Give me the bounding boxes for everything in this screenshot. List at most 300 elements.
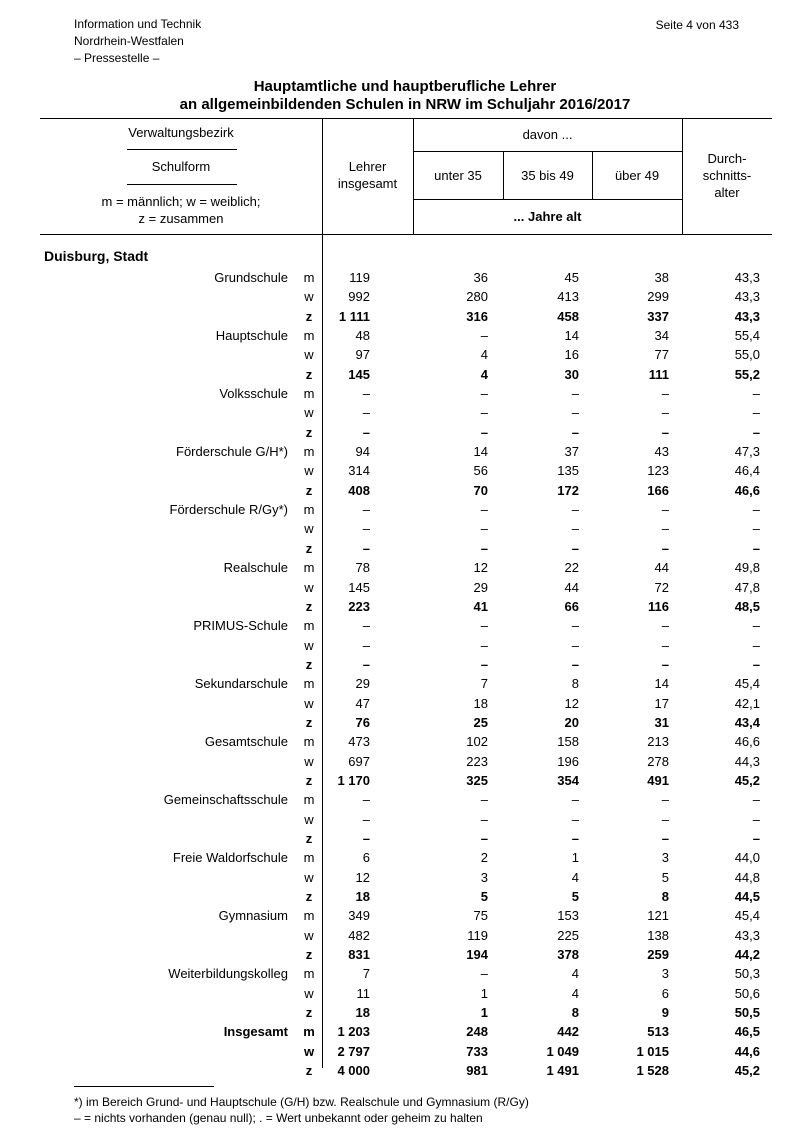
value-durchschnittsalter: 43,3 (734, 270, 760, 285)
value-unter-35: – (480, 830, 488, 846)
head-lehrer-insgesamt (322, 158, 413, 192)
value-ueber-49: 8 (661, 889, 669, 904)
value-35-bis-49: 1 491 (546, 1063, 579, 1079)
value-insgesamt: 314 (348, 463, 370, 479)
table-row (0, 1003, 810, 1022)
value-insgesamt: 1 170 (337, 772, 370, 788)
row-sex: m (303, 792, 315, 808)
table-row (0, 984, 810, 1003)
value-unter-35: 36 (473, 270, 488, 285)
row-sex: w (304, 463, 314, 479)
value-insgesamt: 47 (355, 695, 370, 711)
row-label: Gesamtschule (204, 734, 288, 750)
value-insgesamt: 1 111 (338, 308, 370, 324)
value-ueber-49: 138 (647, 927, 669, 943)
table-row (0, 926, 810, 945)
value-ueber-49: – (661, 405, 669, 421)
age-unit-rule (413, 199, 682, 200)
value-durchschnittsalter: – (752, 830, 760, 846)
head-short-rule (127, 149, 237, 150)
value-ueber-49: 3 (661, 850, 669, 866)
value-ueber-49: 513 (647, 1024, 669, 1040)
table-row (0, 461, 810, 480)
value-durchschnittsalter: – (752, 656, 760, 672)
row-sex: z (305, 947, 313, 963)
value-ueber-49: 72 (654, 579, 669, 595)
value-durchschnittsalter: 42,1 (734, 695, 760, 711)
value-durchschnittsalter: 46,5 (734, 1024, 760, 1040)
table-row (0, 500, 810, 519)
value-35-bis-49: 458 (557, 308, 579, 324)
table-row (0, 287, 810, 306)
row-sex: z (305, 656, 313, 672)
row-sex: w (304, 405, 314, 421)
value-unter-35: 223 (466, 753, 488, 769)
head-verwaltungsbezirk: Verwaltungsbezirk (128, 125, 234, 140)
publisher-line: – Pressestelle – (74, 51, 160, 65)
row-label: Weiterbildungskolleg (168, 966, 288, 982)
table-body (0, 268, 810, 1080)
row-label: Gemeinschaftsschule (163, 792, 288, 808)
value-durchschnittsalter: 45,2 (734, 1063, 760, 1079)
value-ueber-49: 213 (647, 734, 669, 750)
value-35-bis-49: – (571, 540, 579, 556)
value-unter-35: 733 (466, 1043, 488, 1059)
row-sex: w (304, 869, 314, 885)
table-row (0, 345, 810, 364)
row-sex: w (304, 521, 314, 537)
publisher-line: Information und Technik (74, 17, 202, 31)
row-sex: w (304, 985, 314, 1001)
table-row (0, 771, 810, 790)
head-legend-line: z = zusammen (138, 211, 224, 226)
row-label: Förderschule G/H*) (176, 444, 288, 460)
value-35-bis-49: 14 (564, 328, 579, 344)
value-35-bis-49: 20 (564, 714, 579, 730)
table-row (0, 597, 810, 616)
table-row (0, 732, 810, 751)
value-insgesamt: 94 (355, 444, 370, 460)
table-row (0, 752, 810, 771)
table-row (0, 268, 810, 287)
row-sex: m (303, 502, 315, 518)
head-legend-line: m = männlich; w = weiblich; (101, 194, 261, 209)
value-unter-35: 29 (473, 579, 488, 595)
value-35-bis-49: 4 (571, 966, 579, 982)
value-35-bis-49: 37 (564, 444, 579, 460)
value-35-bis-49: – (571, 424, 579, 440)
row-sex: z (305, 830, 313, 846)
head-avg-line: schnitts- (702, 168, 752, 183)
table-row (0, 790, 810, 809)
row-label: Volksschule (219, 386, 288, 402)
value-unter-35: 75 (473, 908, 488, 924)
row-sex: w (304, 637, 314, 653)
table-row (0, 481, 810, 500)
value-durchschnittsalter: 45,2 (734, 772, 760, 788)
value-unter-35: 14 (473, 444, 488, 460)
head-legend (40, 193, 322, 227)
head-avg-line: Durch- (707, 151, 747, 166)
value-35-bis-49: 44 (564, 579, 579, 595)
table-row (0, 829, 810, 848)
table-row (0, 1022, 810, 1041)
value-unter-35: 18 (473, 695, 488, 711)
value-ueber-49: 5 (661, 869, 669, 885)
value-durchschnittsalter: 47,8 (734, 579, 760, 595)
row-label: Freie Waldorfschule (172, 850, 288, 866)
row-sex: z (305, 714, 313, 730)
value-insgesamt: – (362, 405, 370, 421)
row-sex: w (304, 753, 314, 769)
row-label: Gymnasium (218, 908, 288, 924)
value-ueber-49: 111 (648, 366, 669, 382)
value-insgesamt: 76 (355, 714, 370, 730)
table-row (0, 519, 810, 538)
title-line-2: an allgemeinbildenden Schulen in NRW im Schuljahr 2016/2017 (179, 96, 631, 113)
value-insgesamt: 48 (355, 328, 370, 344)
value-durchschnittsalter: – (752, 502, 760, 518)
value-35-bis-49: – (571, 618, 579, 634)
table-row (0, 307, 810, 326)
table-row (0, 423, 810, 442)
row-label: Insgesamt (223, 1024, 288, 1040)
value-insgesamt: 18 (355, 889, 370, 904)
value-unter-35: – (480, 966, 488, 982)
value-ueber-49: – (661, 502, 669, 518)
row-sex: m (303, 328, 315, 344)
value-unter-35: – (480, 502, 488, 518)
row-sex: w (303, 1043, 315, 1059)
row-sex: m (303, 850, 315, 866)
value-35-bis-49: 158 (557, 734, 579, 750)
row-sex: z (305, 1063, 313, 1079)
value-durchschnittsalter: – (752, 618, 760, 634)
value-insgesamt: 408 (348, 482, 370, 498)
value-durchschnittsalter: 44,6 (734, 1043, 760, 1059)
value-ueber-49: 1 528 (636, 1063, 669, 1079)
value-durchschnittsalter: – (752, 521, 760, 537)
row-sex: z (305, 598, 313, 614)
footnotes (74, 1094, 529, 1126)
value-durchschnittsalter: 55,0 (734, 347, 760, 363)
value-35-bis-49: – (571, 637, 579, 653)
value-durchschnittsalter: 43,4 (734, 714, 760, 730)
value-insgesamt: 473 (348, 734, 370, 750)
value-35-bis-49: – (571, 792, 579, 808)
value-35-bis-49: 16 (564, 347, 579, 363)
value-35-bis-49: – (571, 405, 579, 421)
value-35-bis-49: – (571, 386, 579, 402)
row-sex: w (304, 811, 314, 827)
value-unter-35: 3 (480, 869, 488, 885)
value-durchschnittsalter: – (752, 405, 760, 421)
value-durchschnittsalter: 43,3 (734, 289, 760, 305)
value-insgesamt: 119 (349, 270, 370, 285)
value-35-bis-49: – (571, 811, 579, 827)
value-insgesamt: 18 (355, 1005, 370, 1021)
row-sex: m (303, 966, 315, 982)
footnote-rule (74, 1086, 214, 1087)
row-sex: w (304, 347, 314, 363)
value-durchschnittsalter: 55,4 (734, 328, 760, 344)
head-lehrer-line: Lehrer (348, 159, 387, 174)
value-ueber-49: 116 (648, 598, 669, 614)
value-ueber-49: 6 (661, 985, 669, 1001)
value-35-bis-49: 1 (571, 850, 579, 866)
head-jahre-alt: ... Jahre alt (513, 209, 582, 224)
row-sex: z (305, 308, 313, 324)
value-unter-35: – (480, 540, 488, 556)
value-35-bis-49: 225 (557, 927, 579, 943)
value-insgesamt: 223 (348, 598, 370, 614)
value-durchschnittsalter: 46,4 (734, 463, 760, 479)
value-durchschnittsalter: 44,2 (734, 947, 760, 963)
head-ueber-49: über 49 (614, 168, 660, 183)
value-35-bis-49: 22 (564, 560, 579, 576)
value-insgesamt: 11 (356, 985, 370, 1001)
row-sex: z (305, 1005, 313, 1021)
row-sex: m (303, 386, 315, 402)
value-unter-35: 41 (473, 598, 488, 614)
value-ueber-49: 34 (654, 328, 669, 344)
value-unter-35: – (480, 792, 488, 808)
row-sex: m (303, 908, 315, 924)
value-durchschnittsalter: 45,4 (734, 676, 760, 692)
value-durchschnittsalter: 45,4 (734, 908, 760, 924)
row-label: Realschule (223, 560, 288, 576)
row-label: PRIMUS-Schule (193, 618, 288, 634)
value-ueber-49: 337 (647, 308, 669, 324)
value-insgesamt: – (362, 637, 370, 653)
row-label: Sekundarschule (194, 676, 288, 692)
value-ueber-49: 44 (654, 560, 669, 576)
value-unter-35: 4 (480, 347, 488, 363)
value-unter-35: – (480, 521, 488, 537)
value-durchschnittsalter: 46,6 (734, 734, 760, 750)
page-number: Seite 4 von 433 (655, 18, 739, 32)
value-ueber-49: – (661, 637, 669, 653)
table-row (0, 810, 810, 829)
row-sex: z (305, 540, 313, 556)
value-unter-35: – (480, 618, 488, 634)
value-35-bis-49: 135 (557, 463, 579, 479)
value-ueber-49: 31 (654, 714, 669, 730)
table-top-rule (40, 118, 772, 119)
value-unter-35: 102 (466, 734, 488, 750)
value-insgesamt: 697 (348, 753, 370, 769)
value-insgesamt: – (362, 424, 370, 440)
value-durchschnittsalter: 44,0 (734, 850, 760, 866)
table-row (0, 868, 810, 887)
table-row (0, 964, 810, 983)
value-unter-35: 194 (466, 947, 488, 963)
value-insgesamt: 831 (348, 947, 370, 963)
value-insgesamt: 6 (362, 850, 370, 866)
value-unter-35: 4 (480, 366, 488, 382)
value-unter-35: 56 (473, 463, 488, 479)
value-durchschnittsalter: 44,8 (734, 869, 760, 885)
value-durchschnittsalter: 46,6 (734, 482, 760, 498)
value-35-bis-49: 4 (571, 869, 579, 885)
value-35-bis-49: – (571, 830, 579, 846)
value-35-bis-49: – (571, 521, 579, 537)
head-unter-35: unter 35 (434, 168, 482, 183)
value-insgesamt: 992 (348, 289, 370, 305)
value-durchschnittsalter: – (752, 792, 760, 808)
row-sex: z (305, 889, 313, 904)
value-insgesamt: – (362, 656, 370, 672)
value-ueber-49: – (661, 811, 669, 827)
value-insgesamt: 2 797 (337, 1043, 370, 1059)
value-durchschnittsalter: – (752, 540, 760, 556)
value-ueber-49: 77 (654, 347, 669, 363)
table-row (0, 713, 810, 732)
table-row (0, 539, 810, 558)
table-row (0, 442, 810, 461)
value-durchschnittsalter: 47,3 (734, 444, 760, 460)
head-schulform: Schulform (151, 159, 211, 174)
age-group-rule (413, 151, 682, 152)
value-unter-35: 7 (480, 676, 488, 692)
head-davon: davon ... (522, 127, 573, 142)
value-ueber-49: 491 (647, 772, 669, 788)
value-durchschnittsalter: 44,5 (734, 889, 760, 904)
value-35-bis-49: 378 (557, 947, 579, 963)
section-heading: Duisburg, Stadt (44, 248, 149, 264)
value-durchschnittsalter: – (752, 386, 760, 402)
value-unter-35: – (480, 328, 488, 344)
value-insgesamt: – (362, 811, 370, 827)
row-sex: w (304, 927, 314, 943)
table-row (0, 578, 810, 597)
value-unter-35: 316 (466, 308, 488, 324)
head-durchschnittsalter (682, 150, 772, 201)
value-ueber-49: – (661, 618, 669, 634)
value-35-bis-49: – (571, 502, 579, 518)
value-insgesamt: 12 (355, 869, 370, 885)
row-sex: z (305, 366, 313, 382)
value-durchschnittsalter: 50,3 (734, 966, 760, 982)
value-insgesamt: – (362, 386, 370, 402)
value-ueber-49: 166 (647, 482, 669, 498)
value-ueber-49: 259 (647, 947, 669, 963)
row-sex: z (305, 424, 313, 440)
value-ueber-49: – (661, 540, 669, 556)
row-label: Förderschule R/Gy*) (169, 502, 288, 518)
value-unter-35: 248 (466, 1024, 488, 1040)
table-head-bottom-rule (40, 234, 772, 235)
publisher-line: Nordrhein-Westfalen (74, 34, 184, 48)
value-unter-35: 325 (466, 772, 488, 788)
value-35-bis-49: 153 (557, 908, 579, 924)
row-sex: m (303, 560, 315, 576)
value-unter-35: 2 (480, 850, 488, 866)
value-ueber-49: – (661, 830, 669, 846)
value-unter-35: 1 (480, 985, 488, 1001)
value-unter-35: 1 (480, 1005, 488, 1021)
value-unter-35: 981 (466, 1063, 488, 1079)
value-durchschnittsalter: 43,3 (734, 927, 760, 943)
value-35-bis-49: 1 049 (546, 1043, 579, 1059)
table-row (0, 1061, 810, 1080)
value-35-bis-49: 354 (557, 772, 579, 788)
head-lehrer-line: insgesamt (337, 176, 398, 191)
value-insgesamt: – (362, 792, 370, 808)
table-row (0, 655, 810, 674)
value-insgesamt: 78 (355, 560, 370, 576)
value-ueber-49: – (661, 424, 669, 440)
value-insgesamt: – (362, 502, 370, 518)
value-unter-35: 70 (473, 482, 488, 498)
value-unter-35: – (480, 424, 488, 440)
value-ueber-49: 38 (654, 270, 669, 285)
value-35-bis-49: 413 (557, 289, 579, 305)
row-sex: w (304, 695, 314, 711)
value-durchschnittsalter: – (752, 637, 760, 653)
table-row (0, 403, 810, 422)
table-row (0, 887, 810, 906)
value-insgesamt: 145 (348, 579, 370, 595)
value-durchschnittsalter: – (752, 811, 760, 827)
value-35-bis-49: 8 (571, 676, 579, 692)
table-row (0, 674, 810, 693)
table-row (0, 365, 810, 384)
value-ueber-49: 1 015 (636, 1043, 669, 1059)
row-sex: z (305, 482, 313, 498)
row-sex: w (304, 579, 314, 595)
head-avg-line: alter (714, 185, 740, 200)
value-ueber-49: – (661, 386, 669, 402)
table-row (0, 558, 810, 577)
value-ueber-49: – (661, 792, 669, 808)
value-insgesamt: 1 203 (337, 1024, 370, 1040)
value-unter-35: – (480, 811, 488, 827)
value-35-bis-49: 5 (571, 889, 579, 904)
value-unter-35: – (480, 656, 488, 672)
value-unter-35: 119 (467, 927, 488, 943)
head-short-rule (127, 184, 237, 185)
value-durchschnittsalter: 43,3 (734, 308, 760, 324)
value-ueber-49: – (661, 656, 669, 672)
value-35-bis-49: 45 (564, 270, 579, 285)
value-unter-35: 5 (480, 889, 488, 904)
table-row (0, 945, 810, 964)
value-ueber-49: 3 (661, 966, 669, 982)
row-sex: m (303, 618, 315, 634)
value-unter-35: 12 (473, 560, 488, 576)
value-35-bis-49: – (571, 656, 579, 672)
value-35-bis-49: 196 (557, 753, 579, 769)
row-sex: m (303, 1024, 315, 1040)
value-35-bis-49: 8 (571, 1005, 579, 1021)
table-row (0, 326, 810, 345)
value-ueber-49: 123 (647, 463, 669, 479)
value-ueber-49: 299 (647, 289, 669, 305)
value-durchschnittsalter: 55,2 (734, 366, 760, 382)
value-durchschnittsalter: 49,8 (734, 560, 760, 576)
value-insgesamt: 145 (348, 366, 370, 382)
value-durchschnittsalter: 44,3 (734, 753, 760, 769)
value-35-bis-49: 172 (557, 482, 579, 498)
value-35-bis-49: 442 (557, 1024, 579, 1040)
row-sex: z (305, 772, 313, 788)
value-durchschnittsalter: 48,5 (734, 598, 760, 614)
value-unter-35: 280 (466, 289, 488, 305)
value-insgesamt: 97 (355, 347, 370, 363)
value-unter-35: – (480, 637, 488, 653)
page-title (0, 78, 810, 114)
